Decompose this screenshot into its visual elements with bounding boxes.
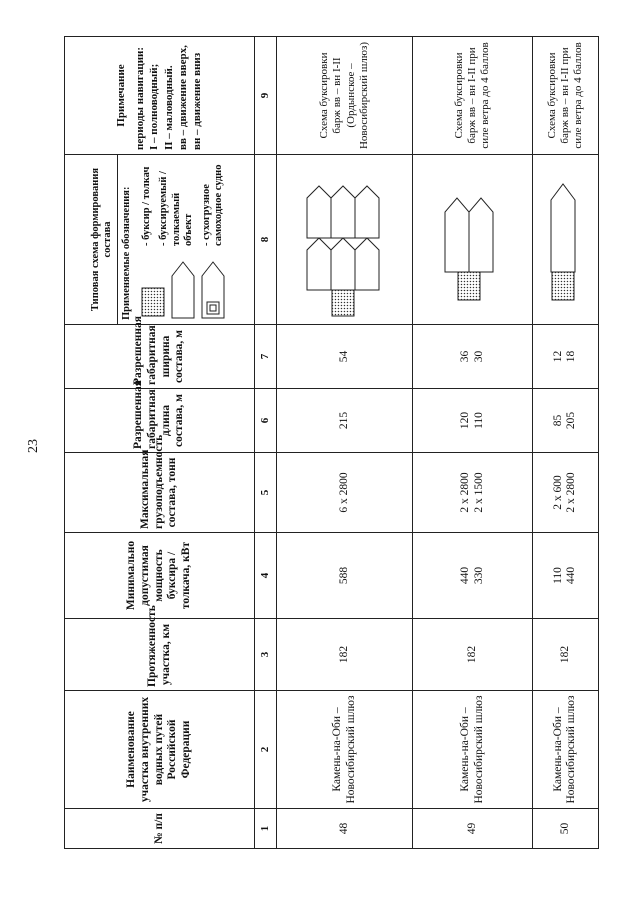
row-schema: [413, 155, 533, 325]
row-capacity: 2 х 600 2 х 2800: [533, 453, 599, 533]
row-note: Схема буксировки барж вв – вн I-II (Ордынское – Новосибирский шлюз): [277, 37, 413, 155]
header-length: Протяженность участка, км: [65, 619, 255, 691]
table-row: [413, 37, 533, 849]
convoy-diagram-1-barge: [533, 157, 593, 323]
header-schema: [65, 155, 255, 325]
header-section: Наименование участка внутренних водных путей Российской Федерации: [65, 691, 255, 809]
header-power: Минимально допустимая мощность буксира / толкача, кВт: [65, 533, 255, 619]
colnum: 5: [255, 453, 277, 533]
row-schema: [533, 155, 599, 325]
note-line: вв – движение вверх,: [176, 45, 189, 150]
note-line: периоды навигации:: [134, 46, 147, 150]
row-power: 588: [277, 533, 413, 619]
convoy-diagram-2-barges: [415, 157, 525, 323]
legend-title: Применяемые обозначения:: [120, 186, 132, 320]
column-number-row: [255, 37, 277, 849]
row-power: 440 330: [413, 533, 533, 619]
row-glength: 85 205: [533, 389, 599, 453]
row-section: Камень-на-Оби – Новосибирский шлюз: [277, 691, 413, 809]
row-length: 182: [413, 619, 533, 691]
colnum: 2: [255, 691, 277, 809]
row-schema: [277, 155, 413, 325]
row-power: 110 440: [533, 533, 599, 619]
barge-legend-icon: [168, 260, 198, 320]
row-num: 48: [277, 809, 413, 849]
schema-title: Типовая схема формирования состава: [88, 155, 118, 324]
page-number: 23: [26, 439, 41, 453]
header-row: [65, 37, 255, 849]
colnum: 6: [255, 389, 277, 453]
header-note: [65, 37, 255, 155]
dry-cargo-ship-legend-icon: [198, 260, 228, 320]
row-gwidth: 36 30: [413, 325, 533, 389]
table-row: [277, 37, 413, 849]
note-line: II – маловодный.: [162, 65, 175, 150]
colnum: 3: [255, 619, 277, 691]
colnum: 9: [255, 37, 277, 155]
convoy-table: [64, 36, 599, 849]
note-line: вн – движение вниз: [190, 52, 203, 150]
row-capacity: 2 х 2800 2 х 1500: [413, 453, 533, 533]
row-gwidth: 12 18: [533, 325, 599, 389]
row-length: 182: [277, 619, 413, 691]
row-glength: 215: [277, 389, 413, 453]
legend-barge-text: - буксируемый / толкаемый объект: [158, 171, 195, 246]
row-length: 182: [533, 619, 599, 691]
legend-ship-text: - сухогрузное самоходное судно: [200, 164, 225, 246]
rotated-table-container: [64, 37, 584, 849]
legend-tug-text: - буксир / толкач: [140, 166, 152, 246]
header-capacity: Максимальная грузоподъемность состава, тонн: [65, 453, 255, 533]
colnum: 8: [255, 155, 277, 325]
row-note: Схема буксировки барж вв – вн I-II при силе ветра до 4 баллов: [533, 37, 599, 155]
tug-legend-icon: [138, 284, 168, 320]
row-note: Схема буксировки барж вв – вн I-II при силе ветра до 4 баллов: [413, 37, 533, 155]
note-title: Примечание: [114, 64, 127, 127]
header-glength: Разрешенная габаритная длина состава, м: [65, 389, 255, 453]
row-section: Камень-на-Оби – Новосибирский шлюз: [413, 691, 533, 809]
note-line: I – полноводный;: [148, 63, 161, 150]
header-gwidth: Разрешенная габаритная ширина состава, м: [65, 325, 255, 389]
row-num: 49: [413, 809, 533, 849]
row-gwidth: 54: [277, 325, 413, 389]
colnum: 7: [255, 325, 277, 389]
row-capacity: 6 х 2800: [277, 453, 413, 533]
convoy-diagram-6-barges: [277, 157, 407, 323]
row-glength: 120 110: [413, 389, 533, 453]
colnum: 1: [255, 809, 277, 849]
row-num: 50: [533, 809, 599, 849]
colnum: 4: [255, 533, 277, 619]
header-num: № п/п: [65, 809, 255, 849]
row-section: Камень-на-Оби – Новосибирский шлюз: [533, 691, 599, 809]
table-row: [533, 37, 599, 849]
table-frame: [64, 37, 584, 849]
